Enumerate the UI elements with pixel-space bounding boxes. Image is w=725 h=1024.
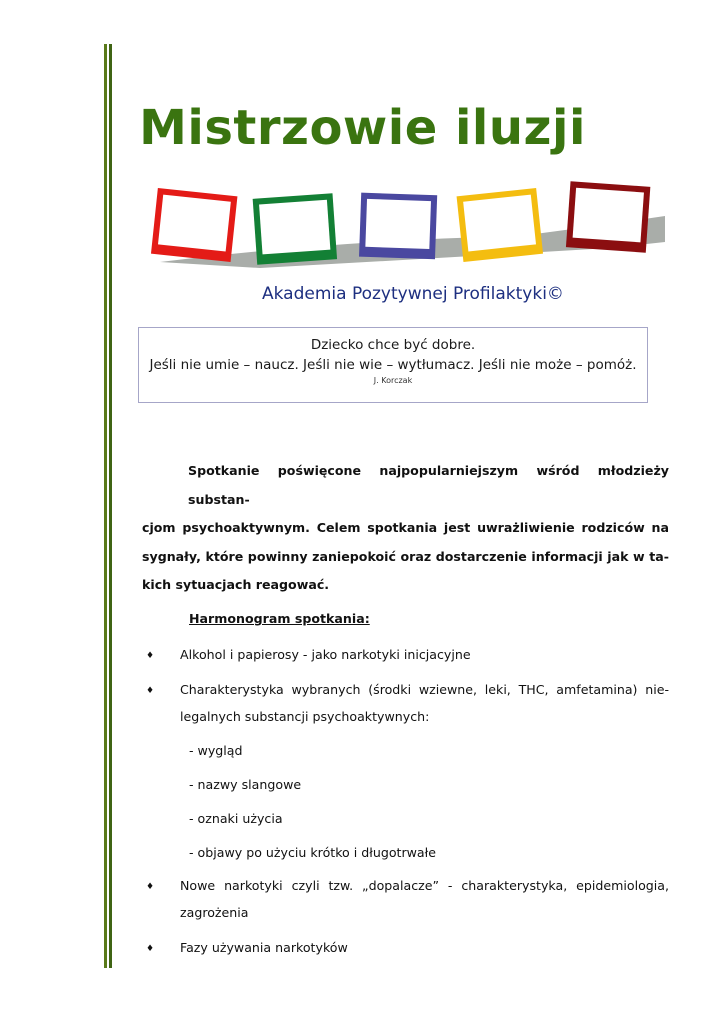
schedule-item: Fazy używania narkotyków (180, 940, 348, 955)
academy-name: Akademia Pozytywnej Profilaktyki© (262, 284, 564, 304)
intro-line: cjom psychoaktywnym. Celem spotkania jest uwrażliwienie rodziców na (142, 520, 669, 535)
sub-item: - wygląd (189, 743, 243, 758)
sub-item: - objawy po użyciu krótko i długotrwałe (189, 845, 436, 860)
schedule-item: Charakterystyka wybranych (środki wziewne, leki, THC, amfetamina) nie- (180, 682, 669, 697)
schedule-item: Alkohol i papierosy - jako narkotyki inicjacyjne (180, 647, 471, 662)
intro-line: sygnały, które powinny zaniepokoić oraz dostarczenie informacji jak w ta- (142, 548, 669, 564)
schedule-item-continued: legalnych substancji psychoaktywnych: (180, 709, 430, 724)
schedule-item: Nowe narkotyki czyli tzw. „dopalacze” - charakterystyka, epidemiologia, (180, 878, 669, 893)
frame-yellow (457, 188, 543, 262)
page-title: Mistrzowie iluzji (139, 100, 586, 156)
bullet-icon: ♦ (146, 686, 155, 696)
quote-line-2: Jeśli nie umie – naucz. Jeśli nie wie – wytłumacz. Jeśli nie może – pomóż. (149, 357, 637, 373)
frame-blue (359, 193, 437, 260)
schedule-item-continued: zagrożenia (180, 905, 249, 920)
decorative-side-bar (104, 44, 112, 968)
bullet-icon: ♦ (146, 882, 155, 892)
quote-box (138, 327, 648, 403)
bullet-icon: ♦ (146, 651, 155, 661)
bullet-icon: ♦ (146, 944, 155, 954)
schedule-heading: Harmonogram spotkania: (189, 611, 370, 626)
quote-author: J. Korczak (373, 376, 413, 385)
sub-item: - nazwy slangowe (189, 777, 302, 792)
intro-line: kich sytuacjach reagować. (142, 577, 330, 592)
frame-darkred (566, 181, 650, 252)
quote-line-1: Dziecko chce być dobre. (310, 337, 476, 353)
frame-green (253, 193, 337, 264)
photo-frames-logo (140, 180, 700, 280)
sub-item: - oznaki użycia (189, 811, 283, 826)
frame-red (151, 188, 237, 262)
intro-line: Spotkanie poświęcone najpopularniejszym wśród młodzieży substan- (188, 463, 669, 507)
intro-paragraph (142, 457, 669, 600)
